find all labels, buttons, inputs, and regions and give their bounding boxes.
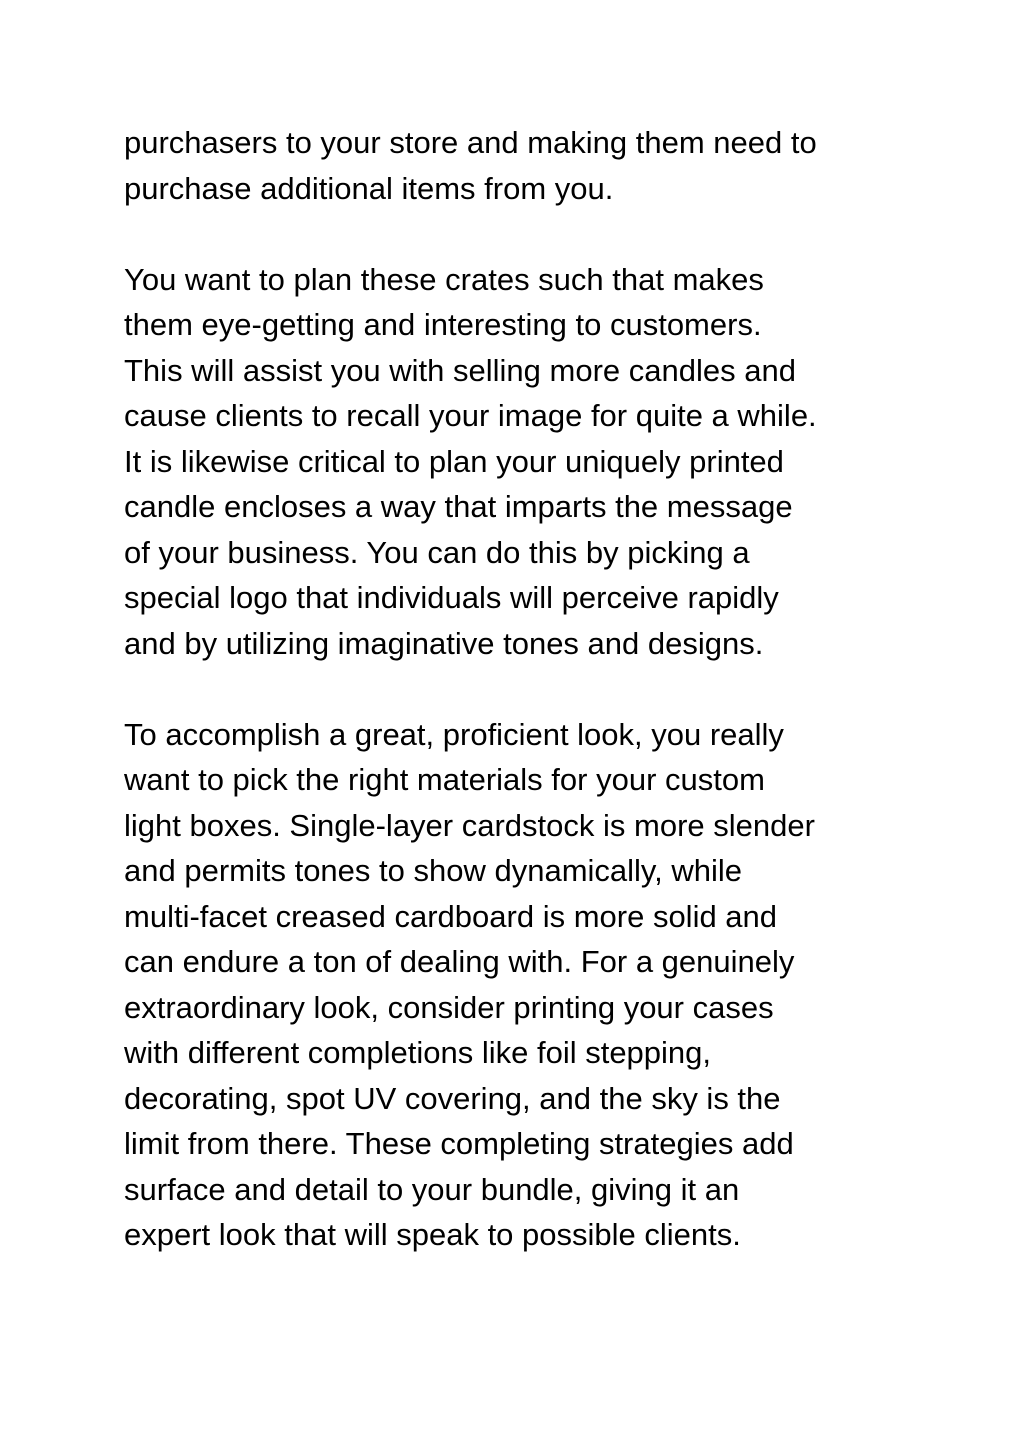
text-line: decorating, spot UV covering, and the sky is the xyxy=(124,1080,781,1116)
paragraph-1 xyxy=(124,120,924,211)
text-line: limit from there. These completing strategies add xyxy=(124,1126,794,1161)
text-line: To accomplish a great, proficient look, you really xyxy=(124,716,784,752)
paragraph-spacer xyxy=(124,211,924,257)
text-line: multi-facet creased cardboard is more solid and xyxy=(124,898,778,934)
text-line: and permits tones to show dynamically, while xyxy=(124,853,742,888)
text-line: and by utilizing imaginative tones and designs. xyxy=(124,625,764,661)
text-line: want to pick the right materials for your custom xyxy=(124,762,765,797)
text-line: candle encloses a way that imparts the message xyxy=(124,489,793,524)
text-line: cause clients to recall your image for quite a while. xyxy=(124,398,817,433)
paragraph-spacer xyxy=(124,666,924,712)
text-line: purchase additional items from you. xyxy=(124,170,614,206)
text-line: extraordinary look, consider printing your cases xyxy=(124,989,774,1025)
text-line: expert look that will speak to possible clients. xyxy=(124,1217,741,1252)
text-line: with different completions like foil stepping, xyxy=(124,1035,712,1070)
paragraph-2 xyxy=(124,257,924,667)
text-line: them eye-getting and interesting to customers. xyxy=(124,307,762,342)
text-line: This will assist you with selling more candles and xyxy=(124,352,796,388)
text-line: surface and detail to your bundle, giving it an xyxy=(124,1171,740,1207)
text-line: It is likewise critical to plan your uniquely printed xyxy=(124,443,784,479)
text-line: special logo that individuals will perceive rapidly xyxy=(124,580,779,615)
text-line: of your business. You can do this by picking a xyxy=(124,534,750,570)
document-body xyxy=(124,120,924,1258)
text-line: You want to plan these crates such that makes xyxy=(124,261,764,297)
paragraph-3 xyxy=(124,712,924,1258)
text-line: can endure a ton of dealing with. For a genuinely xyxy=(124,944,795,979)
text-line: light boxes. Single-layer cardstock is more slender xyxy=(124,807,815,843)
text-line: purchasers to your store and making them need to xyxy=(124,125,817,160)
